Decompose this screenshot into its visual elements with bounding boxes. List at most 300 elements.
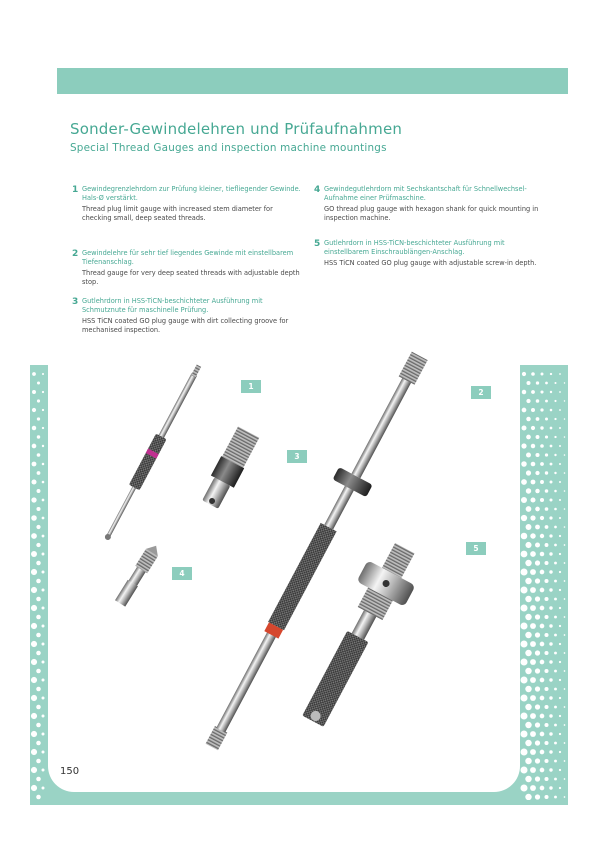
pattern-dot (549, 552, 552, 555)
pattern-dot (545, 525, 549, 529)
item-number: 3 (72, 297, 79, 307)
pattern-dot (559, 787, 561, 789)
pattern-dot (549, 642, 552, 645)
pattern-dot (530, 677, 536, 683)
pattern-dot (37, 489, 41, 493)
pattern-dot (559, 499, 561, 501)
pattern-dot (559, 589, 561, 591)
pattern-dot (549, 534, 552, 537)
pattern-dot (540, 750, 545, 755)
pattern-dot (535, 525, 540, 530)
pattern-dot (559, 715, 561, 717)
pattern-dot (36, 705, 41, 710)
pattern-dot (549, 786, 552, 789)
pattern-dot (520, 604, 527, 611)
pattern-dot (544, 651, 548, 655)
pattern-dot (42, 679, 45, 682)
gauge-tag-1: 1 (241, 380, 261, 393)
pattern-dot (42, 751, 45, 754)
pattern-dot (37, 399, 40, 402)
pattern-dot (31, 569, 37, 575)
pattern-dot (554, 598, 557, 601)
pattern-dot (544, 561, 548, 565)
pattern-dot (549, 588, 552, 591)
pattern-dot (42, 445, 44, 447)
pattern-dot (554, 706, 557, 709)
pattern-dot (559, 643, 561, 645)
pattern-dot (31, 605, 37, 611)
pattern-dot (545, 418, 548, 421)
pattern-dot (564, 670, 566, 672)
pattern-dot (530, 515, 535, 520)
pattern-dot (554, 526, 557, 529)
pattern-dot (564, 562, 566, 564)
pattern-dot (540, 588, 545, 593)
pattern-dot (531, 444, 535, 448)
pattern-dot (36, 669, 41, 674)
pattern-dot (525, 722, 531, 728)
pattern-dot (549, 678, 552, 681)
pattern-dot (554, 382, 556, 384)
gauge-tag-3: 3 (287, 450, 307, 463)
pattern-dot (549, 660, 552, 663)
pattern-dot (544, 777, 548, 781)
pattern-dot (536, 417, 540, 421)
pattern-dot (544, 687, 548, 691)
pattern-dot (32, 390, 36, 394)
pattern-dot (549, 714, 552, 717)
pattern-dot (554, 670, 557, 673)
pattern-dot (526, 506, 532, 512)
pattern-dot (520, 622, 527, 629)
pattern-dot (564, 508, 566, 510)
pattern-dot (31, 533, 37, 539)
pattern-dot (554, 472, 556, 474)
pattern-dot (32, 408, 36, 412)
pattern-dot (559, 535, 561, 537)
pattern-dot (564, 742, 566, 744)
pattern-dot (544, 723, 548, 727)
pattern-dot (526, 453, 531, 458)
pattern-dot (531, 426, 535, 430)
page-title-en: Special Thread Gauges and inspection machine mountings (70, 142, 387, 154)
pattern-dot (31, 659, 37, 665)
pattern-dot (554, 490, 557, 493)
pattern-dot (522, 372, 526, 376)
item-number: 4 (314, 185, 321, 195)
pattern-dot (535, 722, 540, 727)
pattern-dot (42, 697, 45, 700)
pattern-dot (536, 399, 540, 403)
page-number: 150 (60, 766, 80, 777)
item-description-en: HSS TiCN coated GO plug gauge with adjustable screw-in depth. (324, 259, 537, 268)
pattern-dot (554, 580, 557, 583)
pattern-dot (554, 562, 557, 565)
pattern-dot (526, 470, 531, 475)
pattern-dot (535, 794, 540, 799)
pattern-dot (535, 614, 540, 619)
pattern-dot (540, 678, 545, 683)
pattern-dot (530, 551, 536, 557)
pattern-dot (535, 758, 540, 763)
gauge-4-image (114, 542, 162, 607)
pattern-dot (525, 596, 531, 602)
pattern-dot (520, 586, 527, 593)
pattern-dot (31, 551, 37, 557)
pattern-dot (531, 462, 536, 467)
pattern-dot (559, 697, 561, 699)
pattern-dot (521, 443, 526, 448)
pattern-dot (531, 480, 536, 485)
pattern-dot (559, 679, 561, 681)
pattern-dot (544, 705, 548, 709)
pattern-dot (525, 668, 531, 674)
pattern-dot (564, 436, 566, 438)
pattern-dot (554, 508, 557, 511)
pattern-dot (535, 596, 540, 601)
item-description-en: HSS TiCN coated GO plug gauge with dirt collecting groove for mechanised inspection. (82, 317, 289, 334)
pattern-dot (36, 507, 40, 511)
item-1 (72, 185, 302, 222)
pattern-dot (559, 661, 561, 663)
pattern-dot (526, 488, 531, 493)
pattern-dot (520, 712, 527, 719)
pattern-dot (527, 381, 531, 385)
pattern-dot (540, 660, 545, 665)
pattern-dot (536, 381, 539, 384)
pattern-dot (42, 463, 45, 466)
pattern-dot (540, 516, 544, 520)
pattern-dot (42, 481, 45, 484)
pattern-dot (36, 723, 41, 728)
pattern-dot (521, 461, 527, 467)
pattern-dot (540, 606, 545, 611)
pattern-dot (531, 390, 535, 394)
pattern-dot (544, 633, 548, 637)
item-number: 2 (72, 249, 79, 259)
pattern-dot (559, 625, 561, 627)
pattern-dot (549, 498, 552, 501)
pattern-dot (535, 686, 540, 691)
pattern-dot (536, 435, 540, 439)
pattern-dot (535, 489, 539, 493)
pattern-dot (550, 427, 553, 430)
pattern-dot (559, 463, 561, 465)
pattern-dot (36, 633, 41, 638)
pattern-dot (559, 409, 561, 411)
pattern-dot (550, 391, 552, 393)
page-title-de: Sonder-Gewindelehren und Prüfaufnahmen (70, 120, 403, 138)
pattern-dot (535, 471, 539, 475)
pattern-dot (540, 786, 545, 791)
item-5 (314, 239, 544, 268)
pattern-dot (549, 606, 552, 609)
pattern-dot (540, 624, 545, 629)
pattern-dot (530, 659, 536, 665)
pattern-dot (42, 409, 44, 411)
pattern-dot (42, 769, 45, 772)
pattern-dot (525, 542, 531, 548)
pattern-dot (520, 766, 527, 773)
pattern-dot (32, 426, 36, 430)
gauge-tag-2: 2 (471, 386, 491, 399)
pattern-dot (42, 589, 45, 592)
pattern-dot (544, 597, 548, 601)
pattern-dot (36, 687, 41, 692)
pattern-dot (37, 435, 40, 438)
pattern-dot (37, 417, 40, 420)
pattern-dot (36, 597, 41, 602)
pattern-dot (525, 776, 531, 782)
pattern-dot (535, 704, 540, 709)
pattern-dot (530, 605, 536, 611)
pattern-dot (36, 651, 41, 656)
pattern-dot (554, 544, 557, 547)
pattern-dot (559, 427, 561, 429)
pattern-dot (42, 715, 45, 718)
pattern-dot (36, 741, 41, 746)
pattern-dot (31, 479, 36, 484)
pattern-dot (36, 795, 41, 800)
pattern-dot (31, 767, 37, 773)
pattern-dot (31, 785, 37, 791)
pattern-dot (531, 372, 535, 376)
pattern-dot (42, 571, 45, 574)
item-description-de: Gewindegutlehrdorn mit Sechskantschaft für Schnellwechsel-Aufnahme einer Prüfmaschine. (324, 185, 527, 202)
dot-pattern-left (30, 370, 48, 800)
item-4 (314, 185, 544, 222)
pattern-dot (564, 634, 566, 636)
pattern-dot (520, 730, 527, 737)
pattern-dot (564, 418, 566, 420)
pattern-dot (544, 759, 548, 763)
pattern-dot (545, 400, 548, 403)
pattern-dot (520, 694, 527, 701)
pattern-dot (36, 561, 41, 566)
pattern-dot (526, 399, 530, 403)
pattern-dot (540, 768, 545, 773)
pattern-dot (36, 615, 41, 620)
pattern-dot (559, 571, 561, 573)
pattern-dot (559, 769, 561, 771)
pattern-dot (521, 515, 527, 521)
pattern-dot (545, 507, 549, 511)
pattern-dot (525, 560, 531, 566)
pattern-dot (42, 607, 45, 610)
item-description-en: Thread gauge for very deep seated threads with adjustable depth stop. (82, 269, 300, 286)
pattern-dot (42, 373, 44, 375)
pattern-dot (32, 462, 37, 467)
pattern-dot (554, 688, 557, 691)
pattern-dot (544, 741, 548, 745)
pattern-dot (521, 497, 527, 503)
pattern-dot (559, 373, 561, 375)
pattern-dot (31, 623, 37, 629)
pattern-dot (42, 625, 45, 628)
pattern-dot (549, 768, 552, 771)
pattern-dot (550, 409, 553, 412)
gauge-tag-4: 4 (172, 567, 192, 580)
pattern-dot (42, 535, 45, 538)
pattern-dot (525, 632, 531, 638)
pattern-dot (31, 497, 36, 502)
pattern-dot (42, 427, 44, 429)
pattern-dot (530, 749, 536, 755)
pattern-dot (525, 686, 531, 692)
item-2 (72, 249, 302, 286)
item-description-de: Gewindelehre für sehr tief liegendes Gewinde mit einstellbarem Tiefenanschlag. (82, 249, 294, 266)
pattern-dot (545, 382, 548, 385)
pattern-dot (549, 624, 552, 627)
pattern-dot (544, 669, 548, 673)
pattern-dot (535, 668, 540, 673)
pattern-dot (554, 454, 556, 456)
pattern-dot (36, 525, 40, 529)
pattern-dot (530, 641, 536, 647)
pattern-dot (535, 578, 540, 583)
pattern-dot (559, 517, 561, 519)
pattern-dot (540, 390, 543, 393)
pattern-dot (540, 498, 544, 502)
pattern-dot (531, 408, 535, 412)
pattern-dot (520, 640, 527, 647)
pattern-dot (530, 587, 536, 593)
pattern-dot (525, 740, 531, 746)
item-description-de: Gutlehrdorn in HSS-TiCN-beschichteter Ausführung mit einstellbarem Einschraublängen-Anschlag. (324, 239, 505, 256)
pattern-dot (522, 408, 527, 413)
pattern-dot (549, 570, 552, 573)
pattern-dot (544, 615, 548, 619)
pattern-dot (540, 534, 544, 538)
pattern-dot (559, 553, 561, 555)
pattern-dot (32, 372, 36, 376)
pattern-dot (540, 552, 545, 557)
pattern-dot (564, 400, 565, 401)
pattern-dot (530, 731, 536, 737)
pattern-dot (564, 472, 566, 474)
pattern-dot (554, 724, 557, 727)
pattern-dot (540, 570, 545, 575)
pattern-dot (36, 579, 41, 584)
item-description-en: Thread plug limit gauge with increased stem diameter for checking small, deep seated threads. (82, 205, 273, 222)
pattern-dot (31, 587, 37, 593)
pattern-dot (559, 751, 561, 753)
pattern-dot (42, 391, 44, 393)
pattern-dot (525, 650, 531, 656)
pattern-dot (540, 732, 545, 737)
pattern-dot (554, 634, 557, 637)
pattern-dot (541, 373, 544, 376)
pattern-dot (545, 489, 549, 493)
pattern-dot (520, 658, 527, 665)
pattern-dot (554, 760, 557, 763)
pattern-dot (31, 641, 37, 647)
item-description-en: GO thread plug gauge with hexagon shank for quick mounting in inspection machine. (324, 205, 539, 222)
pattern-dot (564, 796, 566, 798)
pattern-dot (36, 777, 41, 782)
header-band (57, 68, 568, 94)
pattern-dot (540, 408, 543, 411)
gauge-tag-5: 5 (466, 542, 486, 555)
pattern-dot (549, 516, 552, 519)
pattern-dot (42, 553, 45, 556)
pattern-dot (535, 740, 540, 745)
pattern-dot (42, 499, 45, 502)
pattern-dot (564, 724, 566, 726)
pattern-dot (535, 776, 540, 781)
pattern-dot (559, 607, 561, 609)
pattern-dot (559, 481, 561, 483)
pattern-dot (564, 706, 566, 708)
pattern-dot (564, 760, 566, 762)
pattern-dot (535, 560, 540, 565)
pattern-dot (42, 787, 45, 790)
item-description-de: Gutlehrdorn in HSS-TiCN-beschichteter Ausführung mit Schmutznute für maschinelle Prüfung. (82, 297, 263, 314)
item-number: 5 (314, 239, 321, 249)
pattern-dot (525, 704, 531, 710)
pattern-dot (522, 390, 526, 394)
pattern-dot (31, 749, 37, 755)
pattern-dot (564, 598, 566, 600)
pattern-dot (540, 480, 544, 484)
pattern-dot (554, 796, 557, 799)
pattern-dot (530, 569, 536, 575)
pattern-dot (535, 650, 540, 655)
pattern-dot (526, 417, 530, 421)
pattern-dot (526, 435, 531, 440)
pattern-dot (564, 454, 566, 456)
pattern-dot (549, 696, 552, 699)
pattern-dot (535, 632, 540, 637)
pattern-dot (549, 750, 552, 753)
pattern-dot (42, 643, 45, 646)
pattern-dot (544, 579, 548, 583)
pattern-dot (526, 524, 532, 530)
pattern-dot (564, 778, 566, 780)
item-number: 1 (72, 185, 79, 195)
pattern-dot (549, 732, 552, 735)
pattern-dot (545, 543, 549, 547)
pattern-dot (540, 444, 544, 448)
pattern-dot (564, 490, 566, 492)
pattern-dot (37, 382, 40, 385)
pattern-dot (559, 391, 561, 393)
pattern-dot (37, 471, 41, 475)
pattern-dot (545, 471, 548, 474)
gauge-illustration (60, 300, 520, 770)
pattern-dot (545, 435, 548, 438)
pattern-dot (550, 481, 553, 484)
pattern-dot (530, 785, 536, 791)
pattern-dot (554, 652, 557, 655)
pattern-dot (31, 677, 37, 683)
pattern-dot (31, 695, 37, 701)
pattern-dot (520, 748, 527, 755)
pattern-dot (564, 382, 565, 383)
pattern-dot (564, 526, 566, 528)
pattern-dot (42, 517, 45, 520)
pattern-dot (520, 676, 527, 683)
pattern-dot (521, 533, 528, 540)
pattern-dot (564, 688, 566, 690)
pattern-dot (521, 551, 528, 558)
dot-pattern-right (520, 370, 568, 800)
pattern-dot (32, 444, 37, 449)
pattern-dot (559, 445, 561, 447)
pattern-dot (36, 759, 41, 764)
pattern-dot (540, 426, 543, 429)
pattern-dot (521, 479, 527, 485)
